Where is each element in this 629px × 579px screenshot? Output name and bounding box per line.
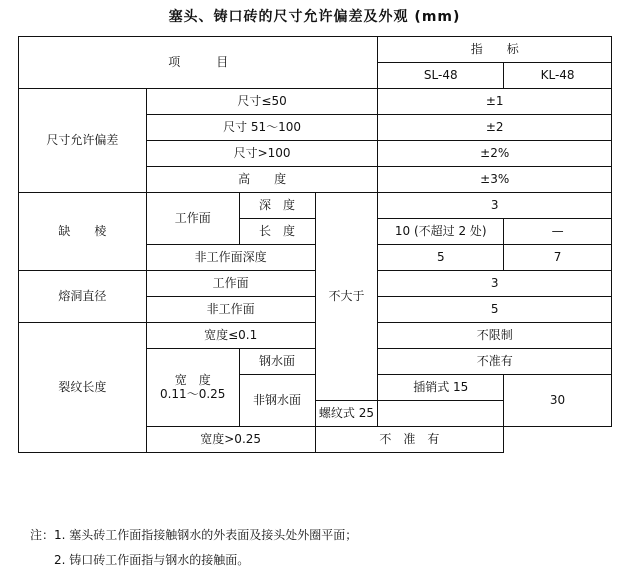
crack-kl-value: 30: [504, 375, 612, 427]
not-more-than: 不大于: [315, 193, 378, 401]
dim-row-value: ±2: [378, 115, 612, 141]
dim-row-label: 尺寸>100: [146, 141, 378, 167]
note-1: 注：1. 塞头砖工作面指接触钢水的外表面及接头处外圈平面；: [30, 528, 358, 542]
table-title: 塞头、铸口砖的尺寸允许偏差及外观 (mm): [168, 9, 461, 25]
crack-w3-value: 不 准 有: [315, 427, 504, 453]
edge-length-kl: —: [504, 219, 612, 245]
hole-group-label: 熔洞直径: [19, 271, 147, 323]
notes: [30, 523, 357, 573]
crack-steel-value: 不准有: [378, 349, 612, 375]
spec-table: [18, 36, 612, 453]
edge-work-face: 工作面: [146, 193, 239, 245]
crack-width-label: 宽 度: [174, 372, 211, 387]
crack-w1-value: 不限制: [378, 323, 612, 349]
dim-row-value: ±3%: [378, 167, 612, 193]
crack-screw-value: 螺纹式 25: [315, 401, 378, 427]
note-2: 2. 铸口砖工作面指与钢水的接触面。: [54, 553, 250, 567]
edge-depth-label: 深 度: [239, 193, 315, 219]
crack-group-label: 裂纹长度: [19, 323, 147, 453]
edge-length-label: 长 度: [239, 219, 315, 245]
edge-nonwork-kl: 7: [504, 245, 612, 271]
dim-group-label: 尺寸允许偏差: [19, 89, 147, 193]
crack-nonsteel-face: 非钢水面: [239, 375, 315, 427]
crack-w3-label: 宽度>0.25: [146, 427, 315, 453]
dim-row-label: 尺寸≤50: [146, 89, 378, 115]
hole-nonwork-label: 非工作面: [146, 297, 315, 323]
edge-group-label: 缺 棱: [19, 193, 147, 271]
dim-row-value: ±2%: [378, 141, 612, 167]
header-item: 项 目: [19, 37, 378, 89]
dim-row-label: 高 度: [146, 167, 378, 193]
header-sl: SL-48: [378, 63, 504, 89]
header-kl: KL-48: [504, 63, 612, 89]
edge-length-sl: 10 (不超过 2 处): [378, 219, 504, 245]
edge-depth-value: 3: [378, 193, 612, 219]
hole-nonwork-value: 5: [378, 297, 612, 323]
dim-row-value: ±1: [378, 89, 612, 115]
crack-steel-face: 钢水面: [239, 349, 315, 375]
crack-w1-label: 宽度≤0.1: [146, 323, 315, 349]
hole-work-value: 3: [378, 271, 612, 297]
crack-pin-value: 插销式 15: [378, 375, 504, 401]
edge-nonwork-label: 非工作面深度: [146, 245, 315, 271]
crack-width-cell: [146, 349, 239, 427]
hole-work-label: 工作面: [146, 271, 315, 297]
edge-nonwork-sl: 5: [378, 245, 504, 271]
header-indicator: 指 标: [378, 37, 612, 63]
crack-width-range: 0.11～0.25: [159, 386, 226, 401]
dim-row-label: 尺寸 51～100: [146, 115, 378, 141]
